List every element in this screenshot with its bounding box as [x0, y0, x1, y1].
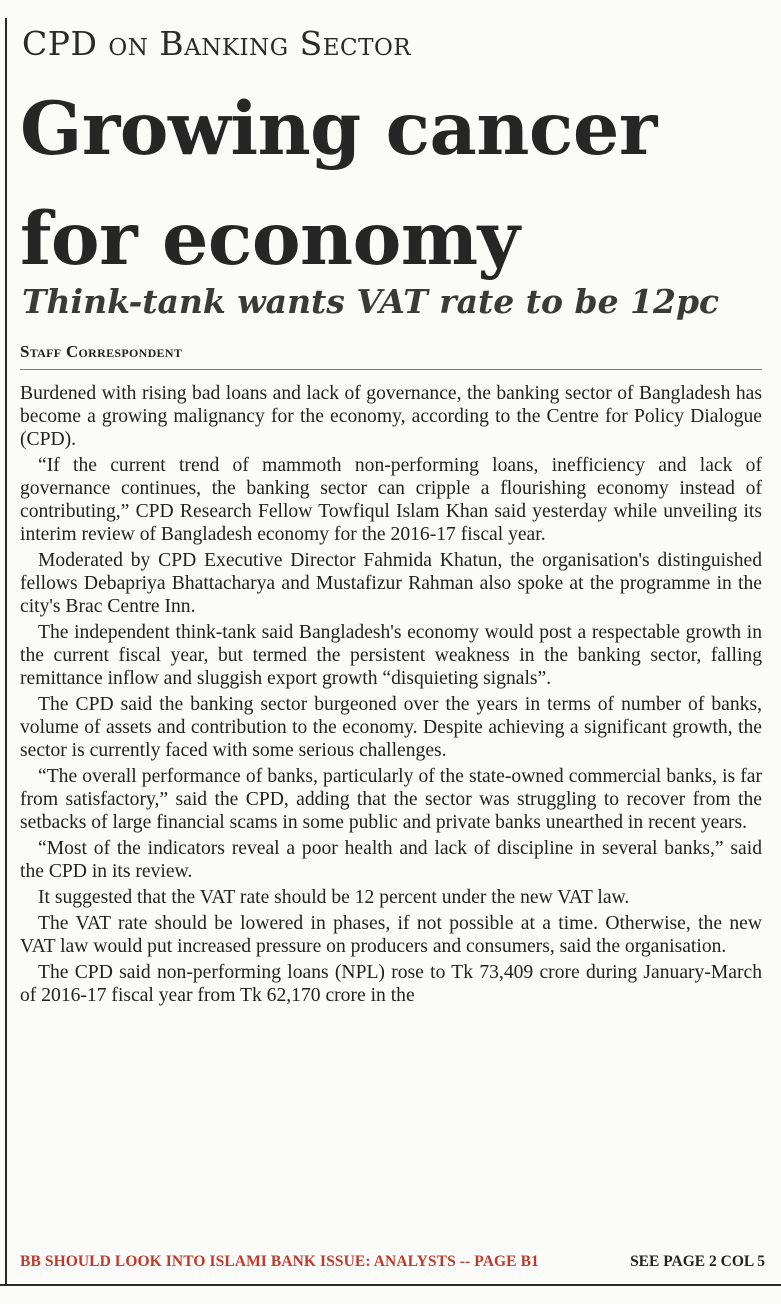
kicker: CPD on Banking Sector — [22, 24, 412, 63]
article-body — [20, 382, 762, 1010]
paragraph: “Most of the indicators reveal a poor health and lack of discipline in several banks,” said the CPD in its review. — [20, 838, 762, 882]
paragraph: Burdened with rising bad loans and lack of governance, the banking sector of Bangladesh has become a growing malignancy for the economy, according to the Centre for Policy Dialogue (CPD). — [20, 383, 762, 450]
cross-reference-link[interactable]: BB SHOULD LOOK INTO ISLAMI BANK ISSUE: ANALYSTS -- PAGE B1 — [20, 1253, 539, 1270]
byline-divider — [20, 369, 762, 370]
bottom-rule — [0, 1284, 781, 1286]
headline-line: for economy — [20, 196, 520, 282]
paragraph: The CPD said the banking sector burgeoned over the years in terms of number of banks, volume of assets and contribution to the economy. Despite achieving a significant growth, the sector is currently faced with some serious challenges. — [20, 694, 762, 761]
article-footer — [20, 1251, 765, 1273]
headline — [20, 74, 760, 294]
continuation-note[interactable]: SEE PAGE 2 COL 5 — [630, 1253, 765, 1270]
column-rule — [5, 18, 7, 1284]
byline: Staff Correspondent — [20, 342, 183, 361]
paragraph: “The overall performance of banks, particularly of the state-owned commercial banks, is far from satisfactory,” said the CPD, adding that the sector was struggling to recover from the setbacks of large financial scams in some public and private banks unearthed in recent years. — [20, 766, 762, 833]
paragraph: The independent think-tank said Bangladesh's economy would post a respectable growth in the current fiscal year, but termed the persistent weakness in the banking sector, falling remittance inflow and sluggish export growth “disquieting signals”. — [20, 622, 762, 689]
paragraph: “If the current trend of mammoth non-performing loans, inefficiency and lack of governance continues, the banking sector can cripple a flourishing economy instead of contributing,” CPD Research Fellow Towfiqul Islam Khan said yesterday while unveiling its interim review of Bangladesh economy for the 2016-17 fiscal year. — [20, 455, 762, 545]
paragraph: The VAT rate should be lowered in phases, if not possible at a time. Otherwise, the new VAT law would put increased pressure on producers and consumers, said the organisation. — [20, 913, 762, 957]
paragraph: It suggested that the VAT rate should be 12 percent under the new VAT law. — [38, 887, 630, 908]
paragraph: The CPD said non-performing loans (NPL) rose to Tk 73,409 crore during January-March of 2016-17 fiscal year from Tk 62,170 crore in the — [20, 962, 762, 1006]
headline-line: Growing cancer — [20, 86, 657, 172]
paragraph: Moderated by CPD Executive Director Fahmida Khatun, the organisation's distinguished fellows Debapriya Bhattacharya and Mustafizur Rahman also spoke at the programme in the city's Brac Centre Inn. — [20, 550, 762, 617]
subheadline: Think-tank wants VAT rate to be 12pc — [22, 282, 720, 321]
